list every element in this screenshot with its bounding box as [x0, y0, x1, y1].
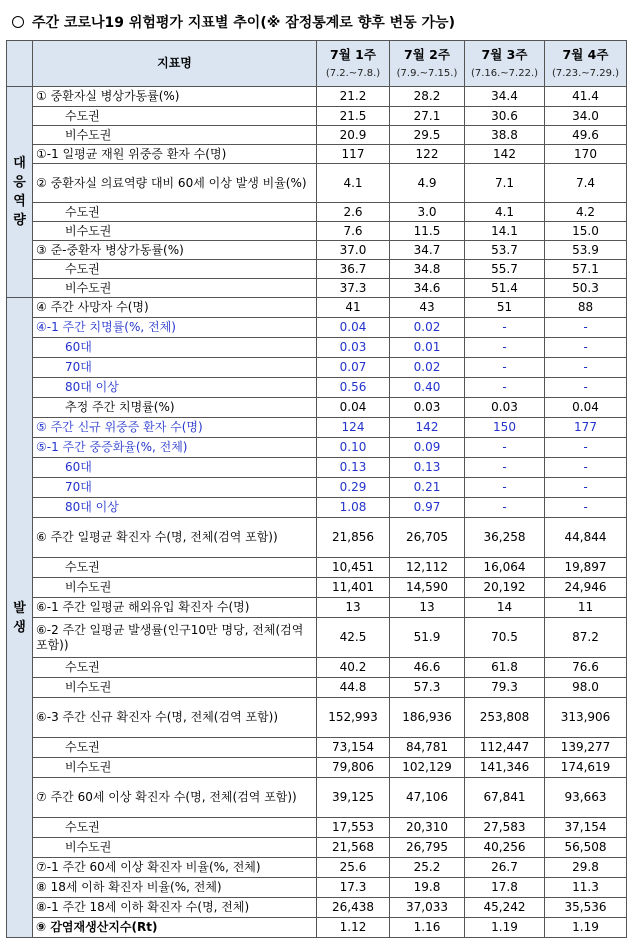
row-value-week-4: 49.6: [545, 126, 627, 145]
row-label: 수도권: [33, 203, 317, 222]
row-value-week-1: 4.1: [317, 164, 390, 203]
table-row: [7, 318, 627, 338]
table-row: [7, 87, 627, 107]
row-value-week-4: -: [545, 338, 627, 358]
row-value-week-3: 0.03: [465, 398, 545, 418]
row-value-week-1: 39,125: [317, 778, 390, 818]
table-row: [7, 678, 627, 698]
row-value-week-2: 0.97: [390, 498, 465, 518]
row-value-week-3: 141,346: [465, 758, 545, 778]
header-week-4: 7월 4주 (7.23.~7.29.): [545, 41, 627, 87]
row-value-week-2: 57.3: [390, 678, 465, 698]
row-value-week-4: 87.2: [545, 618, 627, 658]
row-value-week-4: 56,508: [545, 838, 627, 858]
row-value-week-3: 38.8: [465, 126, 545, 145]
row-label: 수도권: [33, 107, 317, 126]
row-label: 비수도권: [33, 126, 317, 145]
row-value-week-1: 124: [317, 418, 390, 438]
table-row: [7, 778, 627, 818]
row-value-week-4: 29.8: [545, 858, 627, 878]
table-header-row: [7, 41, 627, 87]
row-value-week-1: 152,993: [317, 698, 390, 738]
row-value-week-4: 15.0: [545, 222, 627, 241]
row-value-week-4: 11.3: [545, 878, 627, 898]
circle-bullet-icon: [12, 16, 24, 28]
row-label: ④ 주간 사망자 수(명): [33, 298, 317, 318]
row-value-week-1: 0.03: [317, 338, 390, 358]
row-label: 70대: [33, 358, 317, 378]
row-value-week-2: 19.8: [390, 878, 465, 898]
row-value-week-4: 174,619: [545, 758, 627, 778]
group-response-capacity: 대응역량: [7, 87, 33, 298]
row-value-week-2: 186,936: [390, 698, 465, 738]
row-value-week-1: 37.0: [317, 241, 390, 260]
row-label: ⑥ 주간 일평균 확진자 수(명, 전체(검역 포함)): [33, 518, 317, 558]
row-value-week-3: 14.1: [465, 222, 545, 241]
row-value-week-2: 37,033: [390, 898, 465, 918]
row-value-week-3: 253,808: [465, 698, 545, 738]
row-value-week-1: 11,401: [317, 578, 390, 598]
row-value-week-2: 122: [390, 145, 465, 164]
row-value-week-3: 142: [465, 145, 545, 164]
row-label: 비수도권: [33, 222, 317, 241]
table-row: [7, 279, 627, 298]
row-value-week-2: 84,781: [390, 738, 465, 758]
row-value-week-4: -: [545, 378, 627, 398]
table-row: [7, 107, 627, 126]
table-row: [7, 438, 627, 458]
row-value-week-1: 2.6: [317, 203, 390, 222]
row-value-week-3: -: [465, 318, 545, 338]
row-value-week-2: 0.21: [390, 478, 465, 498]
group-occurrence: 발생: [7, 298, 33, 938]
table-row: [7, 458, 627, 478]
row-value-week-2: 0.02: [390, 358, 465, 378]
table-row: [7, 578, 627, 598]
header-corner: [7, 41, 33, 87]
row-value-week-2: 1.16: [390, 918, 465, 938]
row-value-week-1: 21,568: [317, 838, 390, 858]
row-label: 60대: [33, 458, 317, 478]
row-value-week-2: 51.9: [390, 618, 465, 658]
table-row: [7, 898, 627, 918]
row-value-week-4: 53.9: [545, 241, 627, 260]
row-label: 80대 이상: [33, 498, 317, 518]
row-value-week-4: 177: [545, 418, 627, 438]
row-label: ⑧ 18세 이하 확진자 비율(%, 전체): [33, 878, 317, 898]
row-value-week-1: 0.10: [317, 438, 390, 458]
row-label: 비수도권: [33, 838, 317, 858]
table-row: [7, 203, 627, 222]
row-value-week-3: 112,447: [465, 738, 545, 758]
row-label: 비수도권: [33, 578, 317, 598]
row-value-week-1: 73,154: [317, 738, 390, 758]
row-value-week-4: 1.19: [545, 918, 627, 938]
table-row: [7, 818, 627, 838]
row-value-week-1: 17.3: [317, 878, 390, 898]
page-title: [12, 10, 455, 36]
table-row: [7, 598, 627, 618]
row-value-week-2: 47,106: [390, 778, 465, 818]
header-indicator: 지표명: [33, 41, 317, 87]
row-value-week-4: 7.4: [545, 164, 627, 203]
row-label: ⑦-1 주간 60세 이상 확진자 비율(%, 전체): [33, 858, 317, 878]
table-row: [7, 918, 627, 938]
row-value-week-3: 20,192: [465, 578, 545, 598]
risk-indicator-table: [6, 40, 627, 938]
row-value-week-3: 45,242: [465, 898, 545, 918]
table-row: [7, 145, 627, 164]
row-value-week-3: 40,256: [465, 838, 545, 858]
row-value-week-1: 1.12: [317, 918, 390, 938]
row-value-week-2: 0.13: [390, 458, 465, 478]
row-label: 수도권: [33, 260, 317, 279]
row-value-week-4: 88: [545, 298, 627, 318]
table-row: [7, 126, 627, 145]
row-value-week-2: 20,310: [390, 818, 465, 838]
row-value-week-4: 41.4: [545, 87, 627, 107]
row-label: ⑥-3 주간 신규 확진자 수(명, 전체(검역 포함)): [33, 698, 317, 738]
row-value-week-4: -: [545, 478, 627, 498]
row-value-week-4: 139,277: [545, 738, 627, 758]
row-value-week-2: 27.1: [390, 107, 465, 126]
row-value-week-1: 21.5: [317, 107, 390, 126]
row-value-week-1: 37.3: [317, 279, 390, 298]
row-value-week-3: -: [465, 478, 545, 498]
row-label: ② 중환자실 의료역량 대비 60세 이상 발생 비율(%): [33, 164, 317, 203]
row-value-week-3: 70.5: [465, 618, 545, 658]
title-text: 주간 코로나19 위험평가 지표별 추이(※ 잠정통계로 향후 변동 가능): [32, 15, 455, 31]
row-value-week-2: 0.02: [390, 318, 465, 338]
row-label: 비수도권: [33, 279, 317, 298]
row-value-week-4: 170: [545, 145, 627, 164]
row-label: ① 중환자실 병상가동률(%): [33, 87, 317, 107]
row-label: ⑥-1 주간 일평균 해외유입 확진자 수(명): [33, 598, 317, 618]
header-week-1: 7월 1주 (7.2.~7.8.): [317, 41, 390, 87]
row-value-week-1: 10,451: [317, 558, 390, 578]
table-row: [7, 358, 627, 378]
row-value-week-1: 26,438: [317, 898, 390, 918]
row-label: 수도권: [33, 658, 317, 678]
row-value-week-3: 51: [465, 298, 545, 318]
table-row: [7, 418, 627, 438]
row-value-week-2: 142: [390, 418, 465, 438]
table-row: [7, 878, 627, 898]
row-label: 수도권: [33, 738, 317, 758]
row-value-week-1: 21.2: [317, 87, 390, 107]
row-value-week-2: 26,795: [390, 838, 465, 858]
row-value-week-1: 0.29: [317, 478, 390, 498]
table-row: [7, 618, 627, 658]
row-label: ⑨ 감염재생산지수(Rt): [33, 918, 317, 938]
table-row: [7, 518, 627, 558]
row-label: 비수도권: [33, 758, 317, 778]
row-value-week-3: 36,258: [465, 518, 545, 558]
row-value-week-3: 67,841: [465, 778, 545, 818]
row-value-week-2: 34.7: [390, 241, 465, 260]
row-value-week-3: -: [465, 358, 545, 378]
row-label: ③ 준-중환자 병상가동률(%): [33, 241, 317, 260]
row-value-week-2: 25.2: [390, 858, 465, 878]
table-row: [7, 222, 627, 241]
row-value-week-2: 102,129: [390, 758, 465, 778]
row-value-week-3: 51.4: [465, 279, 545, 298]
table-row: [7, 398, 627, 418]
header-week-3: 7월 3주 (7.16.~7.22.): [465, 41, 545, 87]
table-row: [7, 498, 627, 518]
row-value-week-3: -: [465, 458, 545, 478]
row-value-week-4: -: [545, 438, 627, 458]
row-value-week-4: 76.6: [545, 658, 627, 678]
table-row: [7, 698, 627, 738]
row-value-week-1: 0.04: [317, 318, 390, 338]
row-label: ④-1 주간 치명률(%, 전체): [33, 318, 317, 338]
row-value-week-1: 36.7: [317, 260, 390, 279]
row-value-week-1: 0.13: [317, 458, 390, 478]
row-value-week-3: 53.7: [465, 241, 545, 260]
table-row: [7, 838, 627, 858]
row-value-week-4: 4.2: [545, 203, 627, 222]
row-value-week-3: 16,064: [465, 558, 545, 578]
row-value-week-1: 17,553: [317, 818, 390, 838]
row-value-week-2: 43: [390, 298, 465, 318]
row-value-week-2: 34.8: [390, 260, 465, 279]
row-value-week-2: 3.0: [390, 203, 465, 222]
row-value-week-3: 14: [465, 598, 545, 618]
row-value-week-3: 55.7: [465, 260, 545, 279]
header-week-2: 7월 2주 (7.9.~7.15.): [390, 41, 465, 87]
row-value-week-2: 11.5: [390, 222, 465, 241]
row-value-week-2: 12,112: [390, 558, 465, 578]
row-value-week-2: 46.6: [390, 658, 465, 678]
row-label: ⑥-2 주간 일평균 발생률(인구10만 명당, 전체(검역 포함)): [33, 618, 317, 658]
row-value-week-3: 17.8: [465, 878, 545, 898]
row-value-week-1: 13: [317, 598, 390, 618]
row-label: 수도권: [33, 558, 317, 578]
row-value-week-3: -: [465, 498, 545, 518]
row-value-week-2: 0.01: [390, 338, 465, 358]
row-value-week-4: 35,536: [545, 898, 627, 918]
row-value-week-4: -: [545, 318, 627, 338]
table-row: [7, 338, 627, 358]
row-value-week-1: 79,806: [317, 758, 390, 778]
row-value-week-1: 21,856: [317, 518, 390, 558]
table-row: [7, 164, 627, 203]
row-value-week-1: 0.07: [317, 358, 390, 378]
row-value-week-4: -: [545, 498, 627, 518]
row-value-week-3: -: [465, 438, 545, 458]
row-label: 60대: [33, 338, 317, 358]
row-value-week-3: -: [465, 338, 545, 358]
row-value-week-2: 13: [390, 598, 465, 618]
row-value-week-1: 42.5: [317, 618, 390, 658]
table-row: [7, 478, 627, 498]
row-value-week-4: -: [545, 358, 627, 378]
row-value-week-4: -: [545, 458, 627, 478]
row-value-week-2: 0.40: [390, 378, 465, 398]
row-value-week-3: 1.19: [465, 918, 545, 938]
row-value-week-3: 4.1: [465, 203, 545, 222]
row-value-week-1: 41: [317, 298, 390, 318]
row-value-week-2: 0.09: [390, 438, 465, 458]
table-row: [7, 738, 627, 758]
row-value-week-4: 19,897: [545, 558, 627, 578]
row-value-week-1: 25.6: [317, 858, 390, 878]
row-value-week-2: 29.5: [390, 126, 465, 145]
row-value-week-4: 44,844: [545, 518, 627, 558]
row-label: ①-1 일평균 재원 위중증 환자 수(명): [33, 145, 317, 164]
row-value-week-1: 20.9: [317, 126, 390, 145]
row-value-week-3: 61.8: [465, 658, 545, 678]
table-row: [7, 260, 627, 279]
row-value-week-2: 4.9: [390, 164, 465, 203]
row-value-week-4: 24,946: [545, 578, 627, 598]
row-label: ⑦ 주간 60세 이상 확진자 수(명, 전체(검역 포함)): [33, 778, 317, 818]
row-value-week-4: 37,154: [545, 818, 627, 838]
row-value-week-2: 0.03: [390, 398, 465, 418]
row-value-week-1: 1.08: [317, 498, 390, 518]
row-value-week-1: 0.04: [317, 398, 390, 418]
row-value-week-3: 150: [465, 418, 545, 438]
row-value-week-2: 34.6: [390, 279, 465, 298]
row-label: 수도권: [33, 818, 317, 838]
row-value-week-1: 7.6: [317, 222, 390, 241]
row-value-week-4: 313,906: [545, 698, 627, 738]
row-value-week-1: 0.56: [317, 378, 390, 398]
table-row: [7, 298, 627, 318]
row-value-week-2: 28.2: [390, 87, 465, 107]
row-value-week-4: 57.1: [545, 260, 627, 279]
row-value-week-3: 27,583: [465, 818, 545, 838]
row-value-week-4: 98.0: [545, 678, 627, 698]
row-label: ⑧-1 주간 18세 이하 확진자 수(명, 전체): [33, 898, 317, 918]
row-label: 80대 이상: [33, 378, 317, 398]
row-value-week-3: -: [465, 378, 545, 398]
row-label: 70대: [33, 478, 317, 498]
row-label: 추정 주간 치명률(%): [33, 398, 317, 418]
row-value-week-1: 117: [317, 145, 390, 164]
table-row: [7, 758, 627, 778]
row-value-week-3: 79.3: [465, 678, 545, 698]
row-value-week-2: 14,590: [390, 578, 465, 598]
row-value-week-4: 93,663: [545, 778, 627, 818]
table-row: [7, 858, 627, 878]
row-value-week-4: 50.3: [545, 279, 627, 298]
row-value-week-4: 11: [545, 598, 627, 618]
row-label: ⑤-1 주간 중증화율(%, 전체): [33, 438, 317, 458]
table-row: [7, 558, 627, 578]
row-value-week-4: 0.04: [545, 398, 627, 418]
row-value-week-3: 30.6: [465, 107, 545, 126]
row-value-week-3: 7.1: [465, 164, 545, 203]
row-value-week-1: 44.8: [317, 678, 390, 698]
row-value-week-1: 40.2: [317, 658, 390, 678]
table-row: [7, 658, 627, 678]
row-value-week-3: 34.4: [465, 87, 545, 107]
row-value-week-2: 26,705: [390, 518, 465, 558]
row-value-week-3: 26.7: [465, 858, 545, 878]
table-row: [7, 378, 627, 398]
row-label: 비수도권: [33, 678, 317, 698]
row-value-week-4: 34.0: [545, 107, 627, 126]
table-row: [7, 241, 627, 260]
row-label: ⑤ 주간 신규 위중증 환자 수(명): [33, 418, 317, 438]
